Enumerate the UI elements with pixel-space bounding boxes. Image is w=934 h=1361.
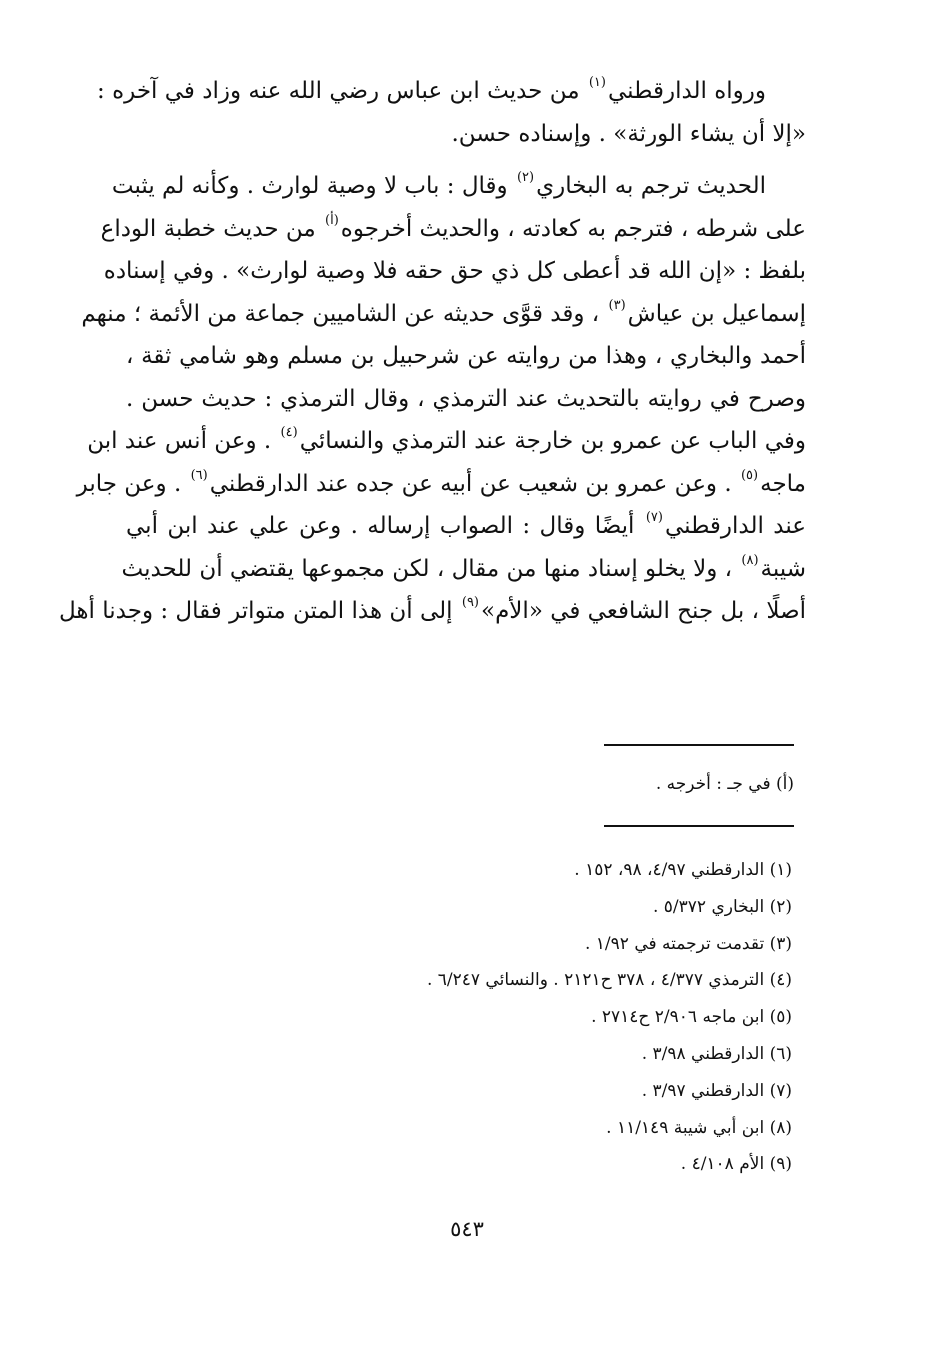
text-span: ورواه الدارقطني <box>607 78 766 104</box>
footnote-marker: (٢) <box>516 170 535 185</box>
footnote-marker: (١) <box>588 75 606 90</box>
text-line <box>97 70 806 113</box>
text-span: وقال : باب لا وصية لوارث . وكأنه لم يثبت <box>111 173 515 199</box>
footnote-marker: (٩) <box>461 595 479 610</box>
text-span: إسماعيل بن عياش <box>627 300 806 327</box>
footnote-item: (٢) البخاري ٥/٣٧٢ . <box>652 896 792 917</box>
text-line: وصرح في روايته بالتحديث عند الترمذي ، وقال الترمذي : حديث حسن . <box>126 385 806 412</box>
footnote-list <box>132 852 792 1183</box>
text-span: على شرطه ، فترجم به كعادته ، والحديث أخرجوه <box>340 215 806 242</box>
text-line <box>100 208 806 251</box>
footnote-item: (٨) ابن أبي شيبة ١١/١٤٩ . <box>606 1117 792 1138</box>
text-span: شيبة <box>760 555 806 582</box>
text-line <box>111 165 806 208</box>
text-line: بلفظ : «إن الله قد أعطى كل ذي حق حقه فلا وصية لوارث» . وفي إسناده <box>103 258 806 284</box>
footnote-item: (٩) الأم ٤/١٠٨ . <box>680 1154 792 1175</box>
footnote-item: (٣) تقدمت ترجمته في ١/٩٢ . <box>584 933 792 954</box>
text-line: «إلا أن يشاء الورثة» . وإسناده حسن. <box>451 120 806 147</box>
text-span: ، وقد قوَّى حديثه عن الشاميين جماعة من الأئمة ؛ منهم <box>81 300 607 327</box>
variant-marker: (أ) <box>325 212 339 228</box>
footnote-marker: (٧) <box>645 510 663 525</box>
footnote-divider <box>604 744 794 746</box>
footnote-divider <box>604 825 794 827</box>
text-line <box>121 548 806 591</box>
text-span: ، ولا يخلو إسناد منها من مقال ، لكن مجموعها يقتضي أن للحديث <box>121 555 740 582</box>
text-line <box>76 463 806 506</box>
footnote-marker: (٤) <box>280 425 298 440</box>
text-span: الحديث ترجم به البخاري <box>536 173 766 199</box>
text-span: من حديث خطبة الوداع <box>100 215 324 242</box>
text-line <box>126 505 806 548</box>
text-span: . وعن عمرو بن شعيب عن أبيه عن جده عند الدارقطني <box>209 470 739 497</box>
variant-note: (أ) في جـ : أخرجه . <box>655 774 794 794</box>
footnote-item: (٥) ابن ماجه ٢/٩٠٦ ح٢٧١٤ . <box>591 1007 792 1028</box>
text-span: أصلًا ، بل جنح الشافعي في «الأم» <box>481 598 806 624</box>
text-span: إلى أن هذا المتن متواتر فقال : وجدنا أهل <box>59 598 460 624</box>
footnote-item: (٤) الترمذي ٤/٣٧٧ ، ٣٧٨ ح٢١٢١ . والنسائي ٦/٢٤٧ . <box>426 970 792 991</box>
text-line <box>87 420 806 463</box>
footnote-marker: (٦) <box>190 467 208 483</box>
text-span: . وعن أنس عند ابن <box>87 428 279 454</box>
main-text <box>59 70 806 633</box>
page-number: ٥٤٣ <box>450 1217 484 1241</box>
paragraph-gap <box>126 155 806 165</box>
text-span: وفي الباب عن عمرو بن خارجة عند الترمذي والنسائي <box>299 428 806 454</box>
text-span: أيضًا وقال : الصواب إرساله . وعن علي عند ابن أبي <box>126 513 644 539</box>
text-line <box>59 590 806 633</box>
footnote-marker: (٥) <box>740 467 759 483</box>
footnote-item: (١) الدارقطني ٤/٩٧، ٩٨، ١٥٢ . <box>574 860 792 880</box>
text-line <box>81 293 806 336</box>
text-span: من حديث ابن عباس رضي الله عنه وزاد في آخره : <box>97 78 587 104</box>
footnote-item: (٦) الدارقطني ٣/٩٨ . <box>641 1043 792 1064</box>
text-line: أحمد والبخاري ، وهذا من روايته عن شرحبيل بن مسلم وهو شامي ثقة ، <box>126 343 806 369</box>
footnote-marker: (٨) <box>741 552 759 568</box>
footnote-item: (٧) الدارقطني ٣/٩٧ . <box>641 1080 792 1101</box>
text-span: . وعن جابر <box>76 470 189 497</box>
text-span: ماجه <box>760 470 806 497</box>
text-span: عند الدارقطني <box>664 513 806 539</box>
footnote-marker: (٣) <box>608 297 626 313</box>
